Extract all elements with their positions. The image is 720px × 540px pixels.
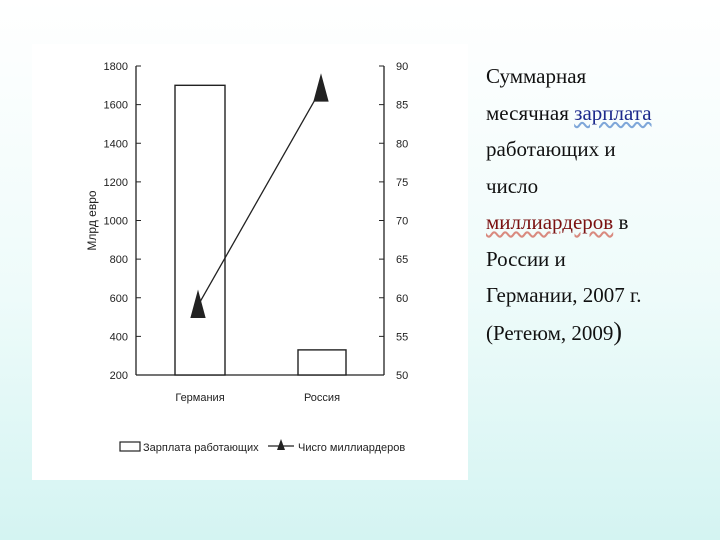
caption-line-2-text: месячная: [486, 100, 575, 125]
left-tick-label: 200: [109, 370, 128, 382]
y-axis-label: Млрд евро: [85, 190, 99, 251]
caption-highlight-salary[interactable]: зарплата: [574, 100, 652, 125]
legend-bar-label: Зарплата работающих: [143, 442, 259, 454]
right-tick-label: 85: [396, 99, 409, 112]
legend-line-label: Чисго миллиардеров: [298, 442, 406, 454]
left-tick-label: 1800: [103, 61, 128, 73]
right-tick-label: 70: [396, 215, 409, 228]
caption-line-6: России и: [486, 246, 566, 271]
category-label: Германия: [175, 392, 225, 404]
left-tick-label: 600: [109, 292, 128, 305]
left-tick-label: 1600: [103, 99, 128, 112]
left-tick-label: 1000: [103, 215, 128, 228]
right-tick-label: 75: [396, 176, 409, 189]
caption-line-8-text: (Ретеюм, 2009: [486, 320, 614, 345]
chart-svg: [32, 44, 468, 480]
caption-line-2: [486, 95, 711, 132]
caption-line-3: работающих и: [486, 137, 616, 161]
category-label: Россия: [303, 392, 341, 404]
chart-figure: [32, 44, 468, 480]
legend-line-marker: [277, 439, 285, 450]
left-tick-label: 400: [109, 331, 128, 344]
caption-close-paren: ): [613, 316, 623, 346]
caption: [486, 58, 711, 351]
left-tick-label: 800: [109, 254, 128, 267]
bar: [175, 85, 225, 375]
right-tick-label: 60: [396, 292, 409, 305]
bar: [298, 350, 346, 375]
caption-line-5: [486, 204, 711, 241]
caption-line-7: Германии, 2007 г.: [486, 283, 642, 307]
billionaires-marker: [314, 75, 328, 101]
caption-highlight-billionaires[interactable]: миллиардеров: [486, 210, 614, 234]
right-tick-label: 50: [396, 370, 409, 382]
right-tick-label: 90: [396, 61, 409, 73]
caption-line-4: число: [486, 173, 539, 198]
left-tick-label: 1400: [103, 138, 128, 151]
caption-line-8: [486, 314, 711, 352]
left-tick-label: 1200: [103, 176, 128, 189]
legend-bar-swatch: [120, 442, 140, 451]
right-tick-label: 55: [396, 331, 409, 344]
caption-line-5-text: в: [613, 210, 629, 234]
right-tick-label: 80: [396, 138, 409, 151]
caption-line-1: Суммарная: [486, 64, 587, 88]
right-tick-label: 65: [396, 254, 409, 267]
